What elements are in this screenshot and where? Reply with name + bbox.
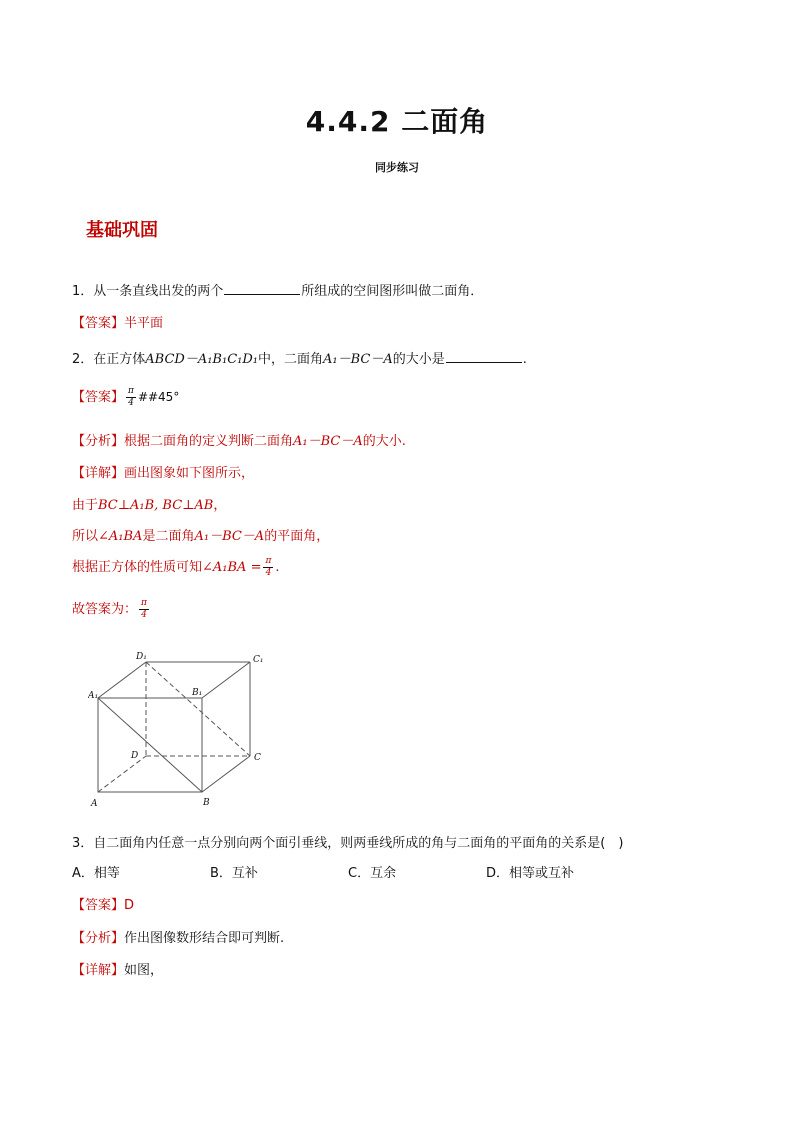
line2-text-a: 所以 [72, 529, 99, 544]
option-a: A．相等 [72, 866, 120, 881]
answer-label: 【答案】 [72, 316, 125, 331]
analysis-text-a: 根据二面角的定义判断二面角 [124, 434, 294, 449]
question-3: 3．自二面角内任意一点分别向两个面引垂线，则两垂线所成的角与二面角的平面角的关系是( ) [72, 836, 624, 851]
q1-text-a: 1．从一条直线出发的两个 [72, 284, 224, 299]
line2-math-b: A₁－BC－A [194, 529, 265, 544]
q2-text-c: 的大小是 [392, 352, 445, 367]
section-heading: 基础巩固 [86, 220, 158, 241]
diagonal-D1C-hidden [146, 662, 250, 756]
edge-BC [202, 756, 250, 792]
label-D1: D₁ [136, 652, 147, 662]
q1-answer [72, 312, 163, 331]
option-c: C．互余 [348, 866, 397, 881]
label-B: B [203, 798, 210, 808]
analysis-text: 作出图像数形结合即可判断. [124, 931, 285, 946]
answer-fraction [126, 386, 136, 409]
q2-cube-name: ABCD－A₁B₁C₁D₁ [145, 352, 258, 367]
q2-line-3 [72, 556, 280, 579]
final-text: 故答案为： [72, 602, 138, 617]
detail-label: 【详解】 [72, 963, 125, 978]
analysis-text-b: 的大小. [362, 434, 406, 449]
line3-fraction [263, 556, 273, 579]
label-A1: A₁ [88, 691, 99, 701]
edge-AD-hidden [98, 756, 146, 792]
question-2 [72, 348, 527, 367]
line3-math: ∠A₁BA = [202, 560, 262, 575]
label-D: D [131, 751, 139, 761]
frac-num: π [265, 556, 272, 566]
q2-line-2 [72, 525, 329, 544]
line1-math: BC⊥A₁B, BC⊥AB [98, 498, 214, 513]
page-subtitle: 同步练习 [375, 161, 419, 174]
q2-text-b: 中，二面角 [258, 352, 324, 367]
line2-text-c: 的平面角， [264, 529, 330, 544]
q2-text-a: 2．在正方体 [72, 352, 146, 367]
page-title: 4.4.2 二面角 [305, 105, 489, 138]
line2-text-b: 是二面角 [142, 529, 195, 544]
label-C: C [254, 753, 261, 763]
q2-answer [72, 386, 179, 409]
answer-label: 【答案】 [72, 898, 125, 913]
option-d: D．相等或互补 [486, 866, 575, 881]
q2-dihedral: A₁－BC－A [323, 352, 393, 367]
detail-text: 画出图象如下图所示， [124, 466, 255, 481]
q2-blank [446, 350, 522, 363]
analysis-label: 【分析】 [72, 931, 125, 946]
q3-answer [72, 894, 134, 913]
frac-num: π [141, 598, 147, 608]
frac-den: 4 [265, 568, 272, 578]
analysis-label: 【分析】 [72, 434, 125, 449]
analysis-math: A₁－BC－A [293, 434, 363, 449]
cube-figure [88, 648, 278, 813]
question-1 [72, 280, 483, 299]
q2-text-d: . [522, 352, 527, 367]
detail-label: 【详解】 [72, 466, 125, 481]
label-A: A [91, 799, 98, 809]
line3-text-a: 根据正方体的性质可知 [72, 560, 203, 575]
frac-den: 4 [128, 398, 134, 408]
frac-num: π [128, 386, 134, 396]
final-fraction [139, 598, 149, 621]
edge-B1C1 [202, 662, 250, 698]
q1-blank [224, 282, 300, 295]
q2-detail [72, 462, 254, 481]
option-b: B．互补 [210, 866, 258, 881]
q2-analysis [72, 430, 406, 449]
line1-text-b: ， [213, 498, 227, 513]
q2-final [72, 598, 151, 621]
line3-text-b: . [275, 560, 280, 575]
diagonal-A1B [98, 698, 202, 792]
q3-detail [72, 959, 163, 978]
edge-A1D1 [98, 662, 146, 698]
line2-math-a: ∠A₁BA [98, 529, 143, 544]
q3-analysis [72, 927, 284, 946]
answer-value: ##45° [137, 390, 180, 404]
q1-text-b: 所组成的空间图形叫做二面角． [301, 284, 484, 299]
label-B1: B₁ [192, 688, 203, 698]
label-C1: C₁ [253, 655, 264, 665]
frac-den: 4 [141, 610, 147, 620]
answer-label: 【答案】 [72, 390, 125, 405]
q2-line-1 [72, 494, 226, 513]
answer-value: 半平面 [124, 316, 164, 331]
answer-value: D [124, 898, 135, 913]
line1-text-a: 由于 [72, 498, 99, 513]
detail-text: 如图， [124, 963, 164, 978]
